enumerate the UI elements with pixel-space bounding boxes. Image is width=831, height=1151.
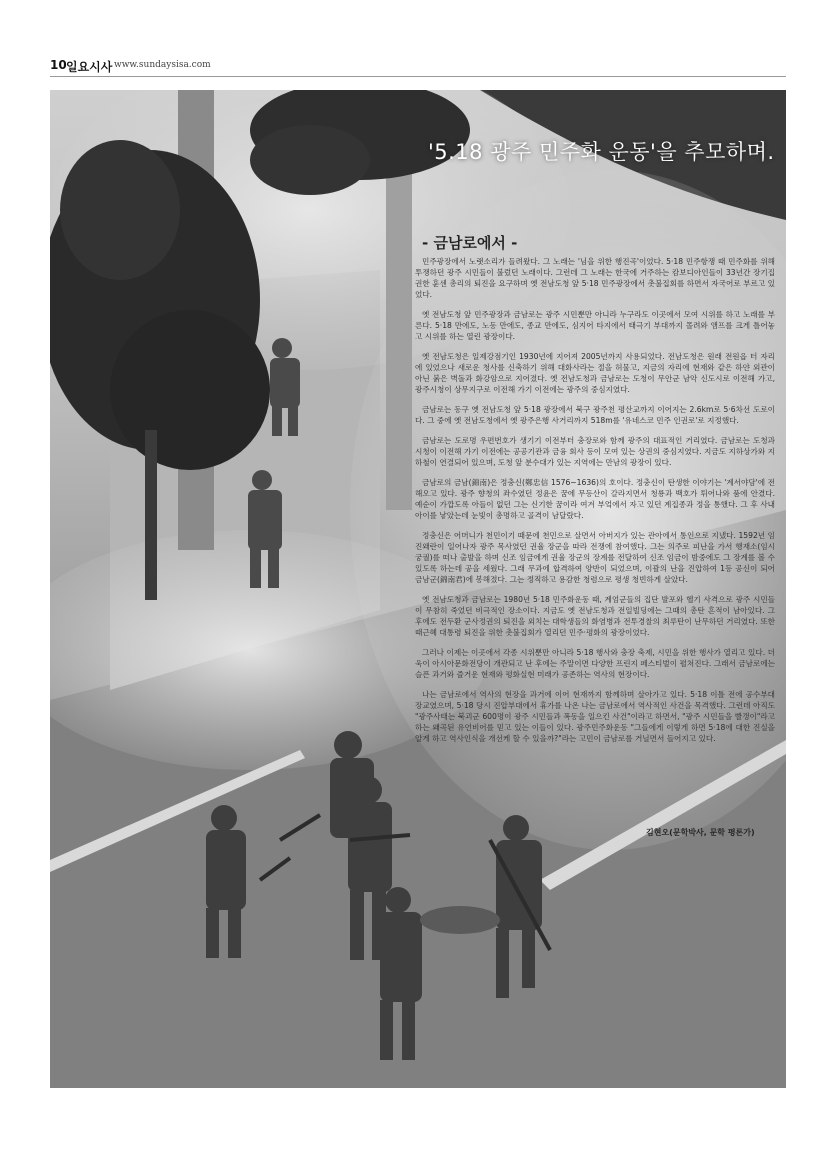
page-number: 10 [50, 58, 67, 72]
author-byline: 김현오(문학박사, 문학 평론가) [646, 828, 755, 837]
publication-url[interactable]: www.sundaysisa.com [114, 60, 211, 70]
paragraph: 옛 전남도청과 금남로는 1980년 5·18 민주화운동 때, 계엄군들의 집단 발포와 헬기 사격으로 광주 시민들이 무참히 죽었던 비극적인 장소이다. 지금도 옛 전남도청과 전일빌딩에는 그때의 총탄 흔적이 남아있다. 그 후에도 전두환 군사정권의 퇴진을 외치는 대학생들의 화염병과 전투경찰의 최루탄이 난무하던 거리였다. 또한 때근혜 대통령 퇴진을 위한 촛불집회가 열리던 민주·평화의 광장이었다. [415, 595, 775, 637]
section-title: - 금남로에서 - [422, 234, 518, 252]
paragraph: 그러나 이제는 이곳에서 각종 시위뿐만 아니라 5·18 행사와 충장 축제, 시민을 위한 행사가 열리고 있다. 더욱이 아시아문화전당이 개관되고 난 후에는 주말이면 다양한 프린지 페스티벌이 펼쳐진다. 그래서 금남로에는 슬픈 과거와 즐거운 현재와 평화실현 미래가 공존하는 역사의 현장이다. [415, 648, 775, 679]
paragraph: 옛 전남도청은 일제강점기인 1930년에 지어져 2005년까지 사용되었다. 전남도청은 원래 전원읍 터 자리에 있었으나 새로운 청사를 신축하기 위해 대화사라는 절을 허물고, 지금의 자리에 현재와 같은 하얀 외관이 아닌 붉은 벽돌과 화강암으로 지어졌다. 옛 전남도청과 금남로는 도청이 무안군 남악 신도시로 이전해 가고, 광주시청이 상무지구로 이전해 가기 이전에는 광주의 중심지였다. [415, 352, 775, 394]
news-photo [50, 90, 786, 1088]
article-body [415, 256, 775, 753]
publication-name: 일요시사 [66, 60, 113, 74]
paragraph: 옛 전남도청 앞 민주광장과 금남로는 광주 시민뿐만 아니라 누구라도 이곳에서 모여 시위를 하고 노래를 부른다. 5·18 만에도, 노동 만에도, 종교 만에도, 심지어 타지에서 태극기 부대까지 몰려와 앰프를 크게 틀어놓고 시위를 하는 열린 광장이다. [415, 310, 775, 341]
headline: '5.18 광주 민주화 운동'을 추모하며. [428, 140, 775, 164]
paragraph: 나는 금남로에서 역사의 현장을 과거에 이어 현재까지 함께하며 살아가고 있다. 5·18 이틀 전에 공수부대 장교였으며, 5·18 당시 진압부대에서 휴가를 나온 나는 금남로에서 역사적인 사건을 목격했다. 그런데 아직도 "광주사태는 북괴군 600명이 광주 시민들과 폭동을 일으킨 사건"이라고 하면서, "광주 시민들을 빨갱이"라고 하는 왜곡된 유언비어를 믿고 있는 이들이 있다. 광주민주화운동 "그들에게 이렇게 하면 5·18에 대한 진실을 알게 하고 역사인식을 개선케 할 수 있을까?"라는 고민이 금남로를 거닐면서 들어지고 있다. [415, 690, 775, 743]
paragraph: 금남로의 금남(錦南)은 정충신(鄭忠信 1576~1636)의 호이다. 정충신이 탄생한 이야기는 '계서야담'에 전해오고 있다. 광주 향청의 좌수였던 정윤은 꿈에 무등산이 갈라지면서 청룡과 백호가 튀어나와 품에 안겼다. 예순이 가깝도록 아들이 없던 그는 신기한 꿈이라 여겨 부엌에서 자고 있던 계집종과 정을 통했다. 그 후 사내아이를 낳았는데 눈빛이 총명하고 골격이 남달랐다. [415, 478, 775, 520]
page-header [50, 56, 786, 76]
paragraph: 민주광장에서 노랫소리가 들려왔다. 그 노래는 '님을 위한 행진곡'이었다. 5·18 민주항쟁 때 민주화를 위해 투쟁하던 광주 시민들이 불렀던 노래이다. 그런데 그 노래는 한국에 거주하는 캄보디아인들이 33년간 장기집권한 훈센 총리의 퇴진을 요구하며 옛 전남도청 앞 5·18 민주광장에서 촛불집회를 하면서 자국어로 부르고 있었다. [415, 257, 775, 299]
paragraph: 금남로는 동구 옛 전남도청 앞 5·18 광장에서 북구 광주천 평산교까지 이어지는 2.6km로 5·6차선 도로이다. 그 중에 옛 전남도청에서 옛 광주은행 사거리까지 518m를 '유네스코 민주 인권로'로 지정했다. [415, 405, 775, 425]
header-divider [50, 76, 786, 77]
paragraph: 정충신은 어머니가 천민이기 때문에 천민으로 살면서 아버지가 있는 관아에서 통인으로 지냈다. 1592년 임진왜란이 일어나자 광주 목사였던 권율 장군을 따라 전쟁에 참여했다. 그는 의주로 피난을 가서 행재소(임시 궁궐)를 떠나 출발을 하며 신조 임금에게 권율 장군의 장계를 전달하여 신조 임금이 밤중에도 그 장계를 볼 수 있도록 하는데 공을 세웠다. 그래 무과에 합격하여 양반이 되었으며, 이괄의 난을 진압하여 1등 공신이 되어 금남군(錦南君)에 봉해졌다. 그는 정직하고 용감한 청렴으로 평생 청빈하게 살았다. [415, 531, 775, 584]
paragraph: 금남로는 도로명 우편번호가 생기기 이전부터 충장로와 함께 광주의 대표적인 거리였다. 금남로는 도청과 시청이 이전해 가기 이전에는 공공기관과 금융 회사 등이 모여 있는 상권의 중심지였다. 지금도 지하상가와 지하철이 연결되어 있으며, 도청 앞 분수대가 있는 지역에는 만남의 광장이 있다. [415, 436, 775, 467]
